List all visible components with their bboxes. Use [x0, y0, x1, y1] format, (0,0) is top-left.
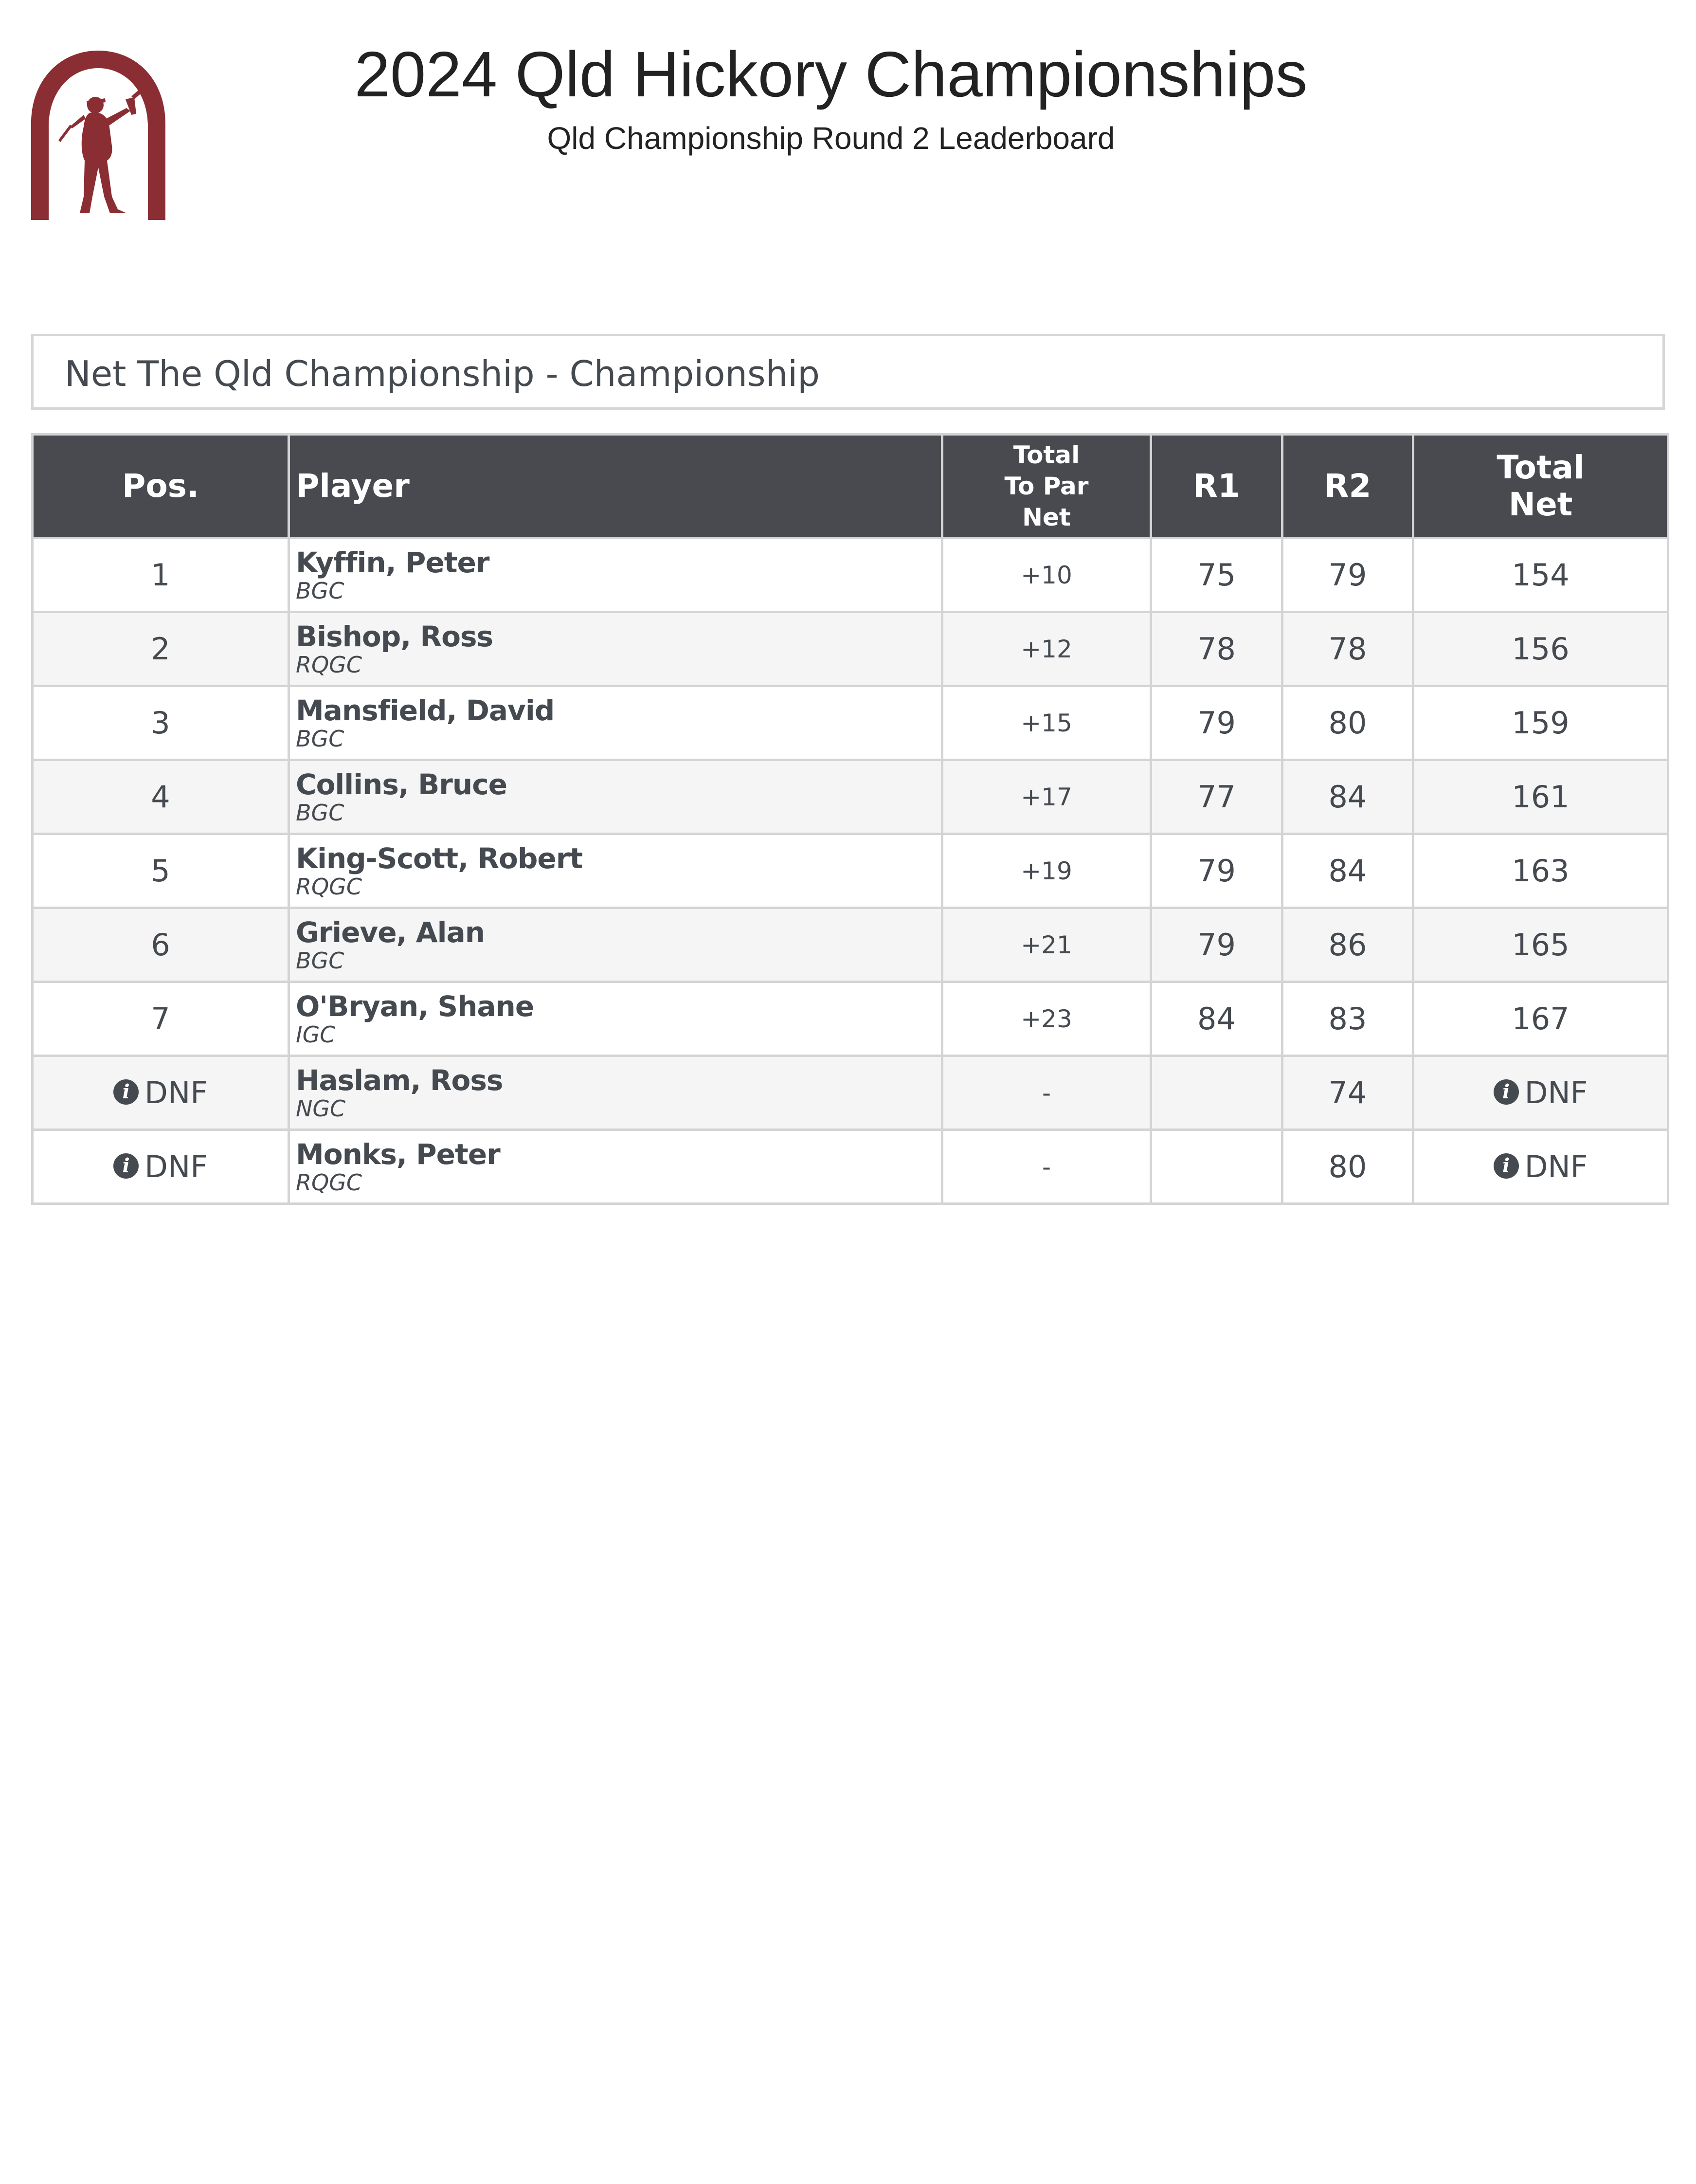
player-name[interactable]: Grieve, Alan [296, 915, 485, 949]
r2-cell: 84 [1282, 834, 1413, 908]
position-cell: 4 [33, 760, 289, 834]
player-club: RQGC [296, 651, 362, 678]
header-line: Net [1022, 503, 1071, 531]
player-club: IGC [296, 1021, 336, 1048]
column-header-r1[interactable]: R1 [1151, 435, 1282, 538]
player-club: RQGC [296, 873, 362, 900]
to-par-cell: - [942, 1056, 1151, 1130]
table-row[interactable] [33, 760, 1668, 834]
total-net-cell: 163 [1413, 834, 1668, 908]
player-name[interactable]: O'Bryan, Shane [296, 989, 534, 1023]
r2-cell: 84 [1282, 760, 1413, 834]
page-title: 2024 Qld Hickory Championships [354, 38, 1308, 110]
to-par-cell: +17 [942, 760, 1151, 834]
total-net-cell: 156 [1413, 612, 1668, 686]
player-club: BGC [296, 947, 344, 974]
total-net-cell: 159 [1413, 686, 1668, 760]
to-par-cell: +12 [942, 612, 1151, 686]
header-line: Total [1497, 449, 1585, 486]
header-line: To Par [1004, 472, 1089, 500]
column-header-r2[interactable]: R2 [1282, 435, 1413, 538]
position-cell[interactable] [33, 1130, 289, 1204]
r1-cell [1151, 1130, 1282, 1204]
column-header-total-to-par-net[interactable] [942, 435, 1151, 538]
r1-cell: 79 [1151, 908, 1282, 982]
dnf-label: DNF [144, 1149, 208, 1184]
dnf-label: DNF [1524, 1075, 1588, 1110]
player-name[interactable]: Monks, Peter [296, 1137, 500, 1171]
table-row[interactable] [33, 686, 1668, 760]
to-par-cell: +15 [942, 686, 1151, 760]
player-name[interactable]: Mansfield, David [296, 693, 555, 727]
player-cell[interactable] [289, 612, 942, 686]
position-cell: 2 [33, 612, 289, 686]
player-club: NGC [296, 1095, 346, 1122]
player-cell[interactable] [289, 982, 942, 1056]
r1-cell: 79 [1151, 686, 1282, 760]
dnf-label: DNF [144, 1075, 208, 1110]
r1-cell: 75 [1151, 538, 1282, 612]
info-icon[interactable]: i [113, 1079, 139, 1105]
r2-cell: 86 [1282, 908, 1413, 982]
player-cell[interactable] [289, 538, 942, 612]
division-title: Net The Qld Championship - Championship [65, 353, 820, 394]
player-cell[interactable] [289, 686, 942, 760]
position-cell: 7 [33, 982, 289, 1056]
r2-cell: 79 [1282, 538, 1413, 612]
player-cell[interactable] [289, 1130, 942, 1204]
player-name[interactable]: King-Scott, Robert [296, 841, 583, 875]
position-cell: 3 [33, 686, 289, 760]
table-row[interactable] [33, 538, 1668, 612]
total-net-cell[interactable] [1413, 1130, 1668, 1204]
position-cell: 5 [33, 834, 289, 908]
to-par-cell: +23 [942, 982, 1151, 1056]
total-net-cell: 161 [1413, 760, 1668, 834]
total-net-cell: 167 [1413, 982, 1668, 1056]
column-header-pos[interactable]: Pos. [33, 435, 289, 538]
player-cell[interactable] [289, 760, 942, 834]
player-club: RQGC [296, 1169, 362, 1196]
total-net-cell: 154 [1413, 538, 1668, 612]
r1-cell: 78 [1151, 612, 1282, 686]
table-row[interactable] [33, 908, 1668, 982]
player-name[interactable]: Collins, Bruce [296, 767, 507, 801]
page-subtitle: Qld Championship Round 2 Leaderboard [547, 121, 1115, 156]
player-club: BGC [296, 799, 344, 826]
r2-cell: 80 [1282, 686, 1413, 760]
r1-cell: 84 [1151, 982, 1282, 1056]
info-icon[interactable]: i [113, 1153, 139, 1179]
player-name[interactable]: Haslam, Ross [296, 1063, 503, 1097]
header-line: Net [1508, 486, 1573, 523]
column-header-total-net[interactable] [1413, 435, 1668, 538]
player-cell[interactable] [289, 1056, 942, 1130]
player-cell[interactable] [289, 908, 942, 982]
player-name[interactable]: Bishop, Ross [296, 619, 493, 653]
r1-cell: 79 [1151, 834, 1282, 908]
header-line: Total [1013, 441, 1080, 469]
table-row[interactable] [33, 834, 1668, 908]
player-club: BGC [296, 577, 344, 604]
position-cell[interactable] [33, 1056, 289, 1130]
table-row[interactable] [33, 1130, 1668, 1204]
r2-cell: 78 [1282, 612, 1413, 686]
to-par-cell: - [942, 1130, 1151, 1204]
player-name[interactable]: Kyffin, Peter [296, 546, 489, 579]
column-header-player[interactable]: Player [289, 435, 942, 538]
info-icon[interactable]: i [1494, 1153, 1519, 1179]
r2-cell: 74 [1282, 1056, 1413, 1130]
r1-cell: 77 [1151, 760, 1282, 834]
dnf-label: DNF [1524, 1149, 1588, 1184]
table-row[interactable] [33, 982, 1668, 1056]
r2-cell: 83 [1282, 982, 1413, 1056]
player-cell[interactable] [289, 834, 942, 908]
to-par-cell: +19 [942, 834, 1151, 908]
division-header [31, 334, 1665, 410]
r2-cell: 80 [1282, 1130, 1413, 1204]
position-cell: 6 [33, 908, 289, 982]
total-net-cell[interactable] [1413, 1056, 1668, 1130]
info-icon[interactable]: i [1494, 1079, 1519, 1105]
table-row[interactable] [33, 612, 1668, 686]
table-header-row [33, 435, 1668, 538]
to-par-cell: +10 [942, 538, 1151, 612]
table-row[interactable] [33, 1056, 1668, 1130]
total-net-cell: 165 [1413, 908, 1668, 982]
to-par-cell: +21 [942, 908, 1151, 982]
r1-cell [1151, 1056, 1282, 1130]
position-cell: 1 [33, 538, 289, 612]
leaderboard-table [31, 433, 1669, 1205]
player-club: BGC [296, 725, 344, 752]
